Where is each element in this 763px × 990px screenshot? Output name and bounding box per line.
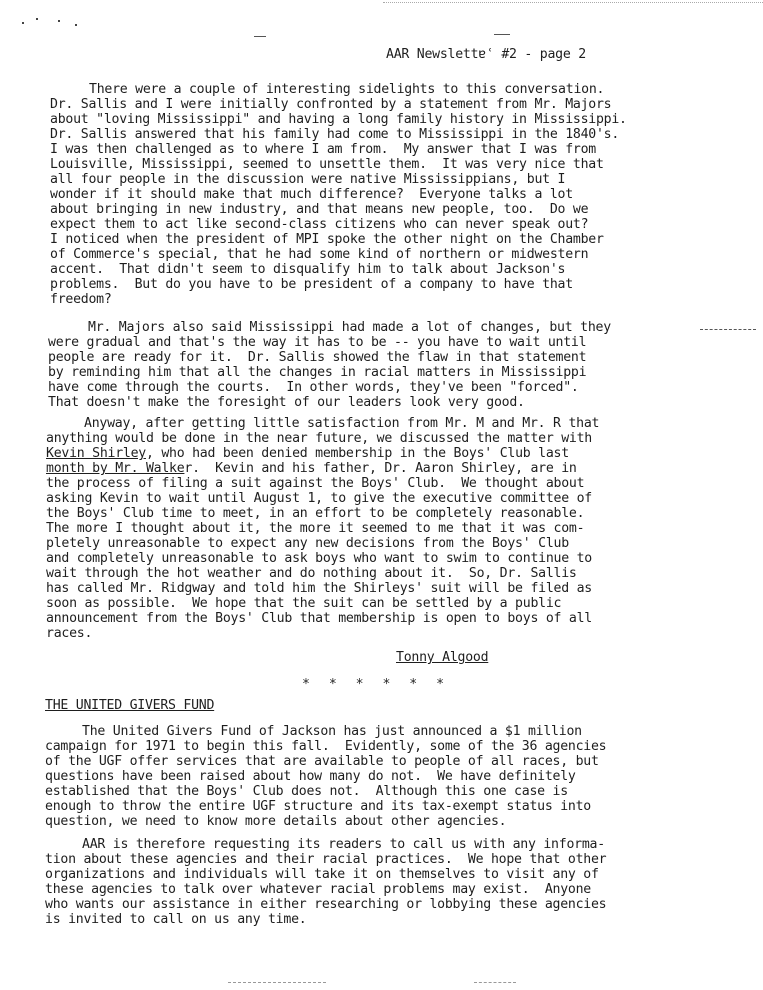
text-line: and completely unreasonable to ask boys who want to swim to continue to bbox=[46, 551, 592, 566]
section-heading: THE UNITED GIVERS FUND bbox=[45, 698, 215, 713]
text-line: Dr. Sallis answered that his family had come to Mississippi in the 1840's. bbox=[50, 127, 620, 142]
text-line: soon as possible. We hope that the suit can be settled by a public bbox=[46, 596, 562, 611]
bottom-mark bbox=[474, 982, 516, 983]
text-line: organizations and individuals will take it on themselves to visit any of bbox=[45, 867, 599, 882]
text-line: Louisville, Mississippi, seemed to unsettle them. It was very nice that bbox=[50, 157, 604, 172]
underlined-name: Kevin Shirley bbox=[46, 446, 146, 461]
text-line: of Commerce's special, that he had some kind of northern or midwestern bbox=[50, 247, 589, 262]
text-line: That doesn't make the foresight of our leaders look very good. bbox=[48, 395, 525, 410]
text-line: about "loving Mississippi" and having a long family history in Mississippi. bbox=[50, 112, 627, 127]
text-line: have come through the courts. In other words, they've been "forced". bbox=[48, 380, 579, 395]
text-line: campaign for 1971 to begin this fall. Evidently, some of the 36 agencies bbox=[45, 739, 607, 754]
speck bbox=[22, 22, 24, 24]
top-border-dots bbox=[383, 2, 763, 3]
text-line: The United Givers Fund of Jackson has just announced a $1 million bbox=[82, 724, 582, 739]
text-line: has called Mr. Ridgway and told him the Shirleys' suit will be filed as bbox=[46, 581, 592, 596]
section-separator: * * * * * * bbox=[302, 677, 446, 692]
text-line: announcement from the Boys' Club that membership is open to boys of all bbox=[46, 611, 592, 626]
text-line: question, we need to know more details about other agencies. bbox=[45, 814, 507, 829]
text-line: were gradual and that's the way it has to be -- you have to wait until bbox=[48, 335, 587, 350]
text-line: by reminding him that all the changes in racial matters in Mississippi bbox=[48, 365, 587, 380]
text-line: who wants our assistance in either researching or lobbying these agencies bbox=[45, 897, 607, 912]
text-line: is invited to call on us any time. bbox=[45, 912, 307, 927]
text-line: Dr. Sallis and I were initially confronted by a statement from Mr. Majors bbox=[50, 97, 612, 112]
text-line: races. bbox=[46, 626, 93, 641]
text-line: questions have been raised about how many do not. We have definitely bbox=[45, 769, 576, 784]
speck bbox=[75, 24, 77, 26]
text-line: There were a couple of interesting sidelights to this conversation. bbox=[89, 82, 605, 97]
ink-mark bbox=[494, 34, 510, 35]
text-line: established that the Boys' Club does not. Although this one case is bbox=[45, 784, 568, 799]
text-line: these agencies to talk over whatever racial problems may exist. Anyone bbox=[45, 882, 591, 897]
running-header: AAR Newslettɐʿ #2 - page 2 bbox=[386, 47, 586, 62]
speck bbox=[58, 20, 60, 22]
text-line: wait through the hot weather and do nothing about it. So, Dr. Sallis bbox=[46, 566, 577, 581]
text-line: about bringing in new industry, and that means new people, too. Do we bbox=[50, 202, 589, 217]
bottom-mark bbox=[228, 982, 326, 983]
text-line: The more I thought about it, the more it seemed to me that it was com- bbox=[46, 521, 585, 536]
text-line: month by Mr. Walker. Kevin and his father, Dr. Aaron Shirley, are in bbox=[46, 461, 577, 476]
text-line: people are ready for it. Dr. Sallis showed the flaw in that statement bbox=[48, 350, 587, 365]
underlined-phrase: month by Mr. Walke bbox=[46, 461, 185, 476]
text-line: pletely unreasonable to expect any new decisions from the Boys' Club bbox=[46, 536, 569, 551]
text-line: Anyway, after getting little satisfaction from Mr. M and Mr. R that bbox=[84, 416, 600, 431]
strike-mark bbox=[700, 329, 756, 330]
text-line: problems. But do you have to be president of a company to have that bbox=[50, 277, 573, 292]
text-line: expect them to act like second-class citizens who can never speak out? bbox=[50, 217, 589, 232]
text-line: I noticed when the president of MPI spoke the other night on the Chamber bbox=[50, 232, 604, 247]
text-line: asking Kevin to wait until August 1, to give the executive committee of bbox=[46, 491, 592, 506]
text-line: I was then challenged as to where I am from. My answer that I was from bbox=[50, 142, 596, 157]
text-line: anything would be done in the near future, we discussed the matter with bbox=[46, 431, 592, 446]
signature: Tonny Algood bbox=[396, 650, 489, 665]
text-line: Kevin Shirley, who had been denied membership in the Boys' Club last bbox=[46, 446, 569, 461]
text-line: wonder if it should make that much difference? Everyone talks a lot bbox=[50, 187, 573, 202]
text-line: all four people in the discussion were native Mississippians, but I bbox=[50, 172, 566, 187]
text-line: of the UGF offer services that are available to people of all races, but bbox=[45, 754, 599, 769]
text-line: AAR is therefore requesting its readers to call us with any informa- bbox=[82, 837, 605, 852]
ink-mark bbox=[254, 36, 266, 37]
text-line: the process of filing a suit against the Boys' Club. We thought about bbox=[46, 476, 585, 491]
speck bbox=[36, 18, 38, 20]
text-line: Mr. Majors also said Mississippi had made a lot of changes, but they bbox=[88, 320, 611, 335]
text-line: tion about these agencies and their racial practices. We hope that other bbox=[45, 852, 607, 867]
text-line: freedom? bbox=[50, 292, 112, 307]
text-line: the Boys' Club time to meet, in an effort to be completely reasonable. bbox=[46, 506, 585, 521]
text-line: enough to throw the entire UGF structure and its tax-exempt status into bbox=[45, 799, 591, 814]
text-line: accent. That didn't seem to disqualify him to talk about Jackson's bbox=[50, 262, 566, 277]
